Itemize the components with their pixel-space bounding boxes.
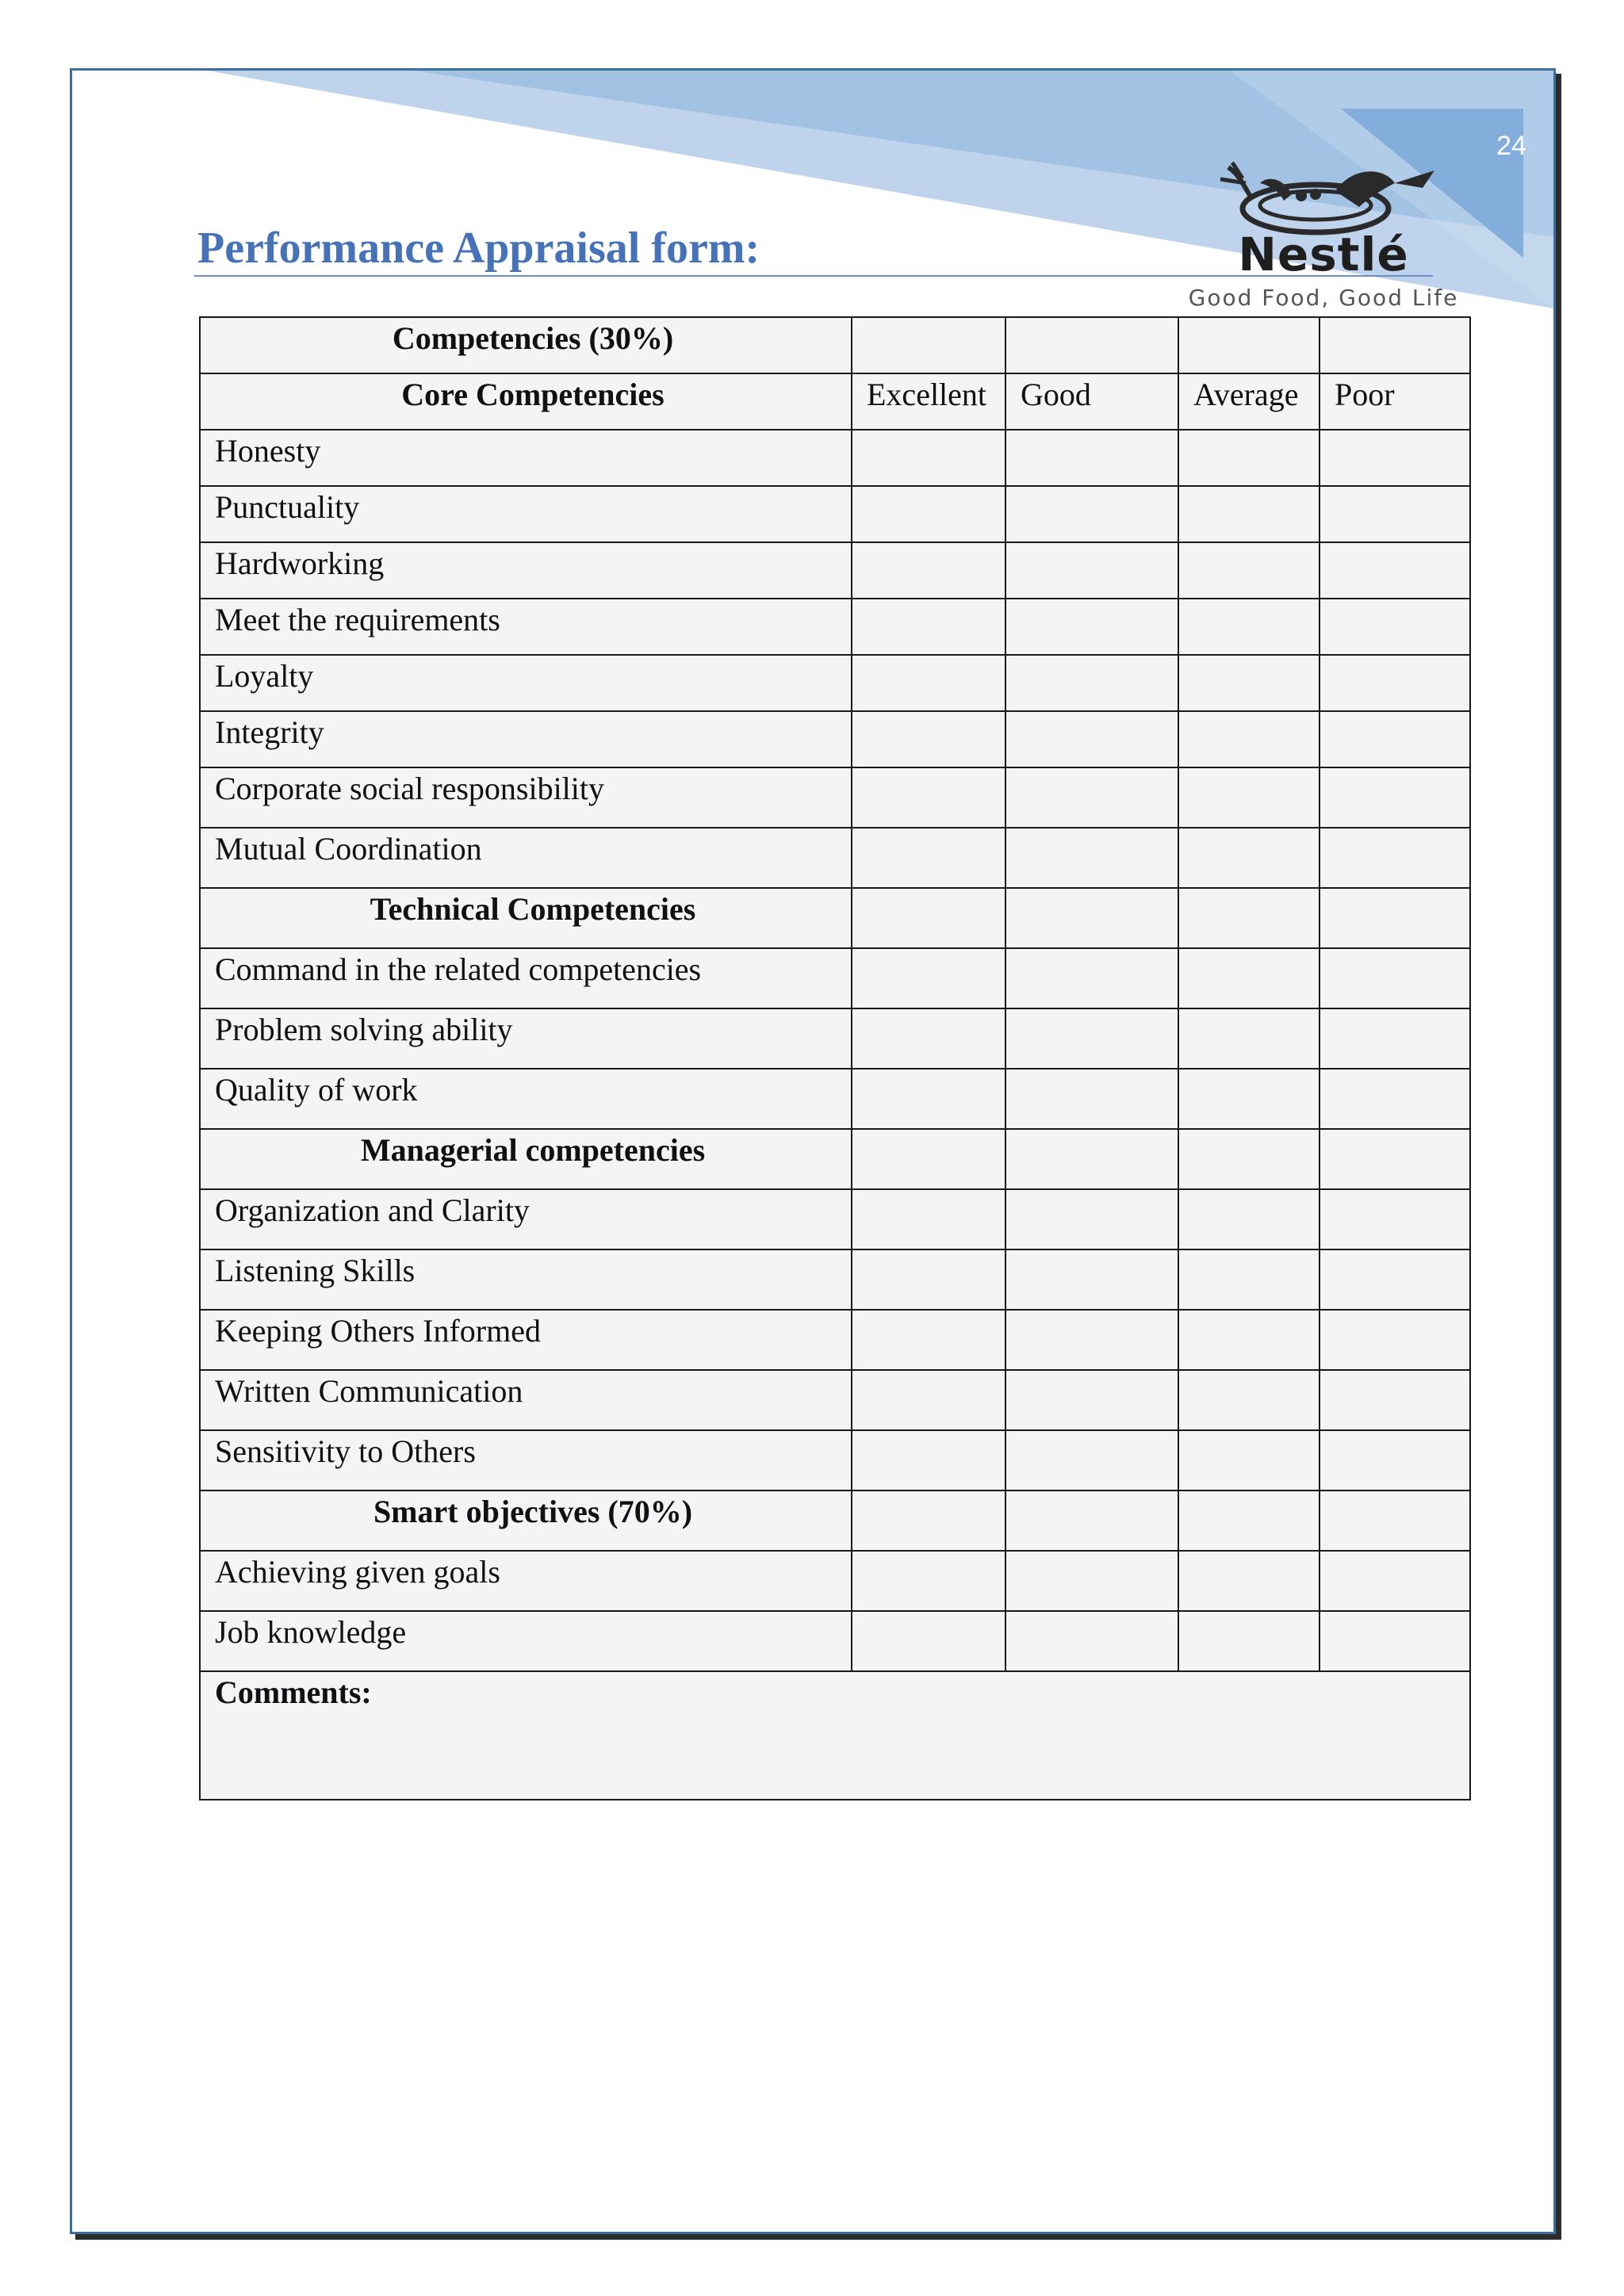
- rating-cell[interactable]: [1005, 1551, 1178, 1611]
- rating-cell[interactable]: [1005, 1189, 1178, 1249]
- rating-cell[interactable]: [1178, 599, 1320, 655]
- item-label: Integrity: [200, 711, 852, 767]
- logo-tagline: Good Food, Good Life: [1188, 285, 1459, 311]
- rating-cell[interactable]: [852, 1370, 1005, 1430]
- section-row-smart-objectives: [200, 1490, 1470, 1551]
- item-label: Written Communication: [200, 1370, 852, 1430]
- rating-cell[interactable]: [1005, 1370, 1178, 1430]
- column-header-excellent: Excellent: [852, 373, 1005, 430]
- table-row: [200, 1611, 1470, 1671]
- rating-cell[interactable]: [852, 1249, 1005, 1310]
- rating-cell[interactable]: [852, 1490, 1005, 1551]
- rating-cell[interactable]: [1320, 1189, 1470, 1249]
- rating-cell[interactable]: [852, 1310, 1005, 1370]
- rating-cell[interactable]: [1320, 1310, 1470, 1370]
- rating-cell[interactable]: [852, 767, 1005, 828]
- rating-cell[interactable]: [1005, 655, 1178, 711]
- rating-cell[interactable]: [1320, 1551, 1470, 1611]
- rating-cell[interactable]: [1320, 1069, 1470, 1129]
- item-label: Command in the related competencies: [200, 948, 852, 1008]
- rating-cell[interactable]: [852, 542, 1005, 599]
- rating-cell[interactable]: [1178, 655, 1320, 711]
- column-header-good: Good: [1005, 373, 1178, 430]
- rating-cell[interactable]: [1005, 948, 1178, 1008]
- item-label: Honesty: [200, 430, 852, 486]
- rating-cell[interactable]: [1320, 711, 1470, 767]
- section-title: Core Competencies: [200, 373, 852, 430]
- item-label: Achieving given goals: [200, 1551, 852, 1611]
- rating-cell[interactable]: [852, 599, 1005, 655]
- table-row: [200, 828, 1470, 888]
- rating-cell[interactable]: [1320, 1129, 1470, 1189]
- rating-cell[interactable]: [852, 828, 1005, 888]
- rating-cell[interactable]: [1178, 828, 1320, 888]
- item-label: Quality of work: [200, 1069, 852, 1129]
- item-label: Sensitivity to Others: [200, 1430, 852, 1490]
- rating-cell[interactable]: [1005, 711, 1178, 767]
- rating-cell[interactable]: [1005, 1129, 1178, 1189]
- rating-cell[interactable]: [852, 317, 1005, 373]
- rating-cell[interactable]: [852, 1129, 1005, 1189]
- item-label: Keeping Others Informed: [200, 1310, 852, 1370]
- rating-cell[interactable]: [1005, 1430, 1178, 1490]
- rating-cell[interactable]: [852, 486, 1005, 542]
- rating-cell[interactable]: [1178, 1611, 1320, 1671]
- rating-cell[interactable]: [1320, 486, 1470, 542]
- table-row: [200, 1189, 1470, 1249]
- table-row: [200, 1430, 1470, 1490]
- rating-cell[interactable]: [1005, 828, 1178, 888]
- item-label: Loyalty: [200, 655, 852, 711]
- rating-cell[interactable]: [852, 711, 1005, 767]
- item-label: Punctuality: [200, 486, 852, 542]
- competencies-heading: Competencies (30%): [200, 317, 852, 373]
- column-header-poor: Poor: [1320, 373, 1470, 430]
- rating-cell[interactable]: [1005, 1069, 1178, 1129]
- table-row: [200, 1008, 1470, 1069]
- rating-cell[interactable]: [1320, 1611, 1470, 1671]
- rating-cell[interactable]: [1178, 1129, 1320, 1189]
- rating-cell[interactable]: [1320, 1370, 1470, 1430]
- rating-cell[interactable]: [1320, 430, 1470, 486]
- rating-cell[interactable]: [1178, 1430, 1320, 1490]
- rating-cell[interactable]: [852, 1189, 1005, 1249]
- table-row: [200, 1069, 1470, 1129]
- rating-cell[interactable]: [1320, 1249, 1470, 1310]
- item-label: Meet the requirements: [200, 599, 852, 655]
- rating-cell[interactable]: [1178, 711, 1320, 767]
- table-row: [200, 1310, 1470, 1370]
- rating-cell[interactable]: [1178, 1249, 1320, 1310]
- rating-cell[interactable]: [852, 1611, 1005, 1671]
- appraisal-table: [199, 316, 1471, 1800]
- item-label: Mutual Coordination: [200, 828, 852, 888]
- table-heading-row: [200, 317, 1470, 373]
- rating-cell[interactable]: [1005, 1490, 1178, 1551]
- rating-cell[interactable]: [852, 1430, 1005, 1490]
- section-title: Smart objectives (70%): [200, 1490, 852, 1551]
- rating-cell[interactable]: [852, 948, 1005, 1008]
- rating-cell[interactable]: [852, 1069, 1005, 1129]
- rating-cell[interactable]: [1320, 317, 1470, 373]
- table-row: [200, 948, 1470, 1008]
- rating-cell[interactable]: [1178, 888, 1320, 948]
- rating-cell[interactable]: [852, 430, 1005, 486]
- rating-cell[interactable]: [1320, 1490, 1470, 1551]
- page-title: Performance Appraisal form:: [197, 224, 760, 273]
- rating-cell[interactable]: [1178, 1008, 1320, 1069]
- nest-with-birds-icon: [1197, 159, 1442, 239]
- item-label: Corporate social responsibility: [200, 767, 852, 828]
- rating-cell[interactable]: [1320, 1008, 1470, 1069]
- rating-cell[interactable]: [1005, 430, 1178, 486]
- table-row: [200, 542, 1470, 599]
- rating-cell[interactable]: [1178, 317, 1320, 373]
- rating-cell[interactable]: [1320, 542, 1470, 599]
- title-underline: [194, 275, 1433, 277]
- rating-cell[interactable]: [1320, 655, 1470, 711]
- rating-cell[interactable]: [1005, 1249, 1178, 1310]
- table-row: [200, 486, 1470, 542]
- section-title: Technical Competencies: [200, 888, 852, 948]
- table-row: [200, 1249, 1470, 1310]
- item-label: Problem solving ability: [200, 1008, 852, 1069]
- rating-cell[interactable]: [1005, 599, 1178, 655]
- rating-cell[interactable]: [1005, 1611, 1178, 1671]
- rating-cell[interactable]: [852, 888, 1005, 948]
- rating-cell[interactable]: [1005, 317, 1178, 373]
- rating-cell[interactable]: [1005, 1310, 1178, 1370]
- rating-cell[interactable]: [1320, 1430, 1470, 1490]
- rating-cell[interactable]: [1178, 1189, 1320, 1249]
- table-row: [200, 767, 1470, 828]
- rating-cell[interactable]: [1178, 1551, 1320, 1611]
- rating-cell[interactable]: [1320, 948, 1470, 1008]
- item-label: Organization and Clarity: [200, 1189, 852, 1249]
- section-row-managerial: [200, 1129, 1470, 1189]
- rating-cell[interactable]: [1320, 828, 1470, 888]
- comments-field[interactable]: Comments:: [200, 1671, 1470, 1800]
- rating-cell[interactable]: [1178, 1310, 1320, 1370]
- rating-cell[interactable]: [1178, 1069, 1320, 1129]
- section-row-technical: [200, 888, 1470, 948]
- table-row: [200, 711, 1470, 767]
- table-row: [200, 655, 1470, 711]
- rating-cell[interactable]: [1178, 1490, 1320, 1551]
- rating-cell[interactable]: [1005, 1008, 1178, 1069]
- column-header-average: Average: [1178, 373, 1320, 430]
- rating-cell[interactable]: [1178, 767, 1320, 828]
- rating-cell[interactable]: [1005, 542, 1178, 599]
- section-row-core: [200, 373, 1470, 430]
- rating-cell[interactable]: [1320, 767, 1470, 828]
- rating-cell[interactable]: [1178, 486, 1320, 542]
- rating-cell[interactable]: [1178, 430, 1320, 486]
- rating-cell[interactable]: [1320, 888, 1470, 948]
- item-label: Listening Skills: [200, 1249, 852, 1310]
- rating-cell[interactable]: [852, 1551, 1005, 1611]
- section-title: Managerial competencies: [200, 1129, 852, 1189]
- rating-cell[interactable]: [1005, 486, 1178, 542]
- rating-cell[interactable]: [1320, 599, 1470, 655]
- item-label: Hardworking: [200, 542, 852, 599]
- nestle-logo: [1117, 159, 1530, 311]
- table-row: [200, 1551, 1470, 1611]
- page-frame: [70, 68, 1556, 2234]
- rating-cell[interactable]: [852, 1008, 1005, 1069]
- page-number: 24: [1496, 131, 1526, 161]
- rating-cell[interactable]: [1178, 948, 1320, 1008]
- logo-wordmark: Nestlé: [1238, 228, 1409, 281]
- rating-cell[interactable]: [1005, 767, 1178, 828]
- table-row: [200, 430, 1470, 486]
- rating-cell[interactable]: [1005, 888, 1178, 948]
- rating-cell[interactable]: [1178, 542, 1320, 599]
- table-row: [200, 1370, 1470, 1430]
- item-label: Job knowledge: [200, 1611, 852, 1671]
- table-row: [200, 599, 1470, 655]
- rating-cell[interactable]: [852, 655, 1005, 711]
- comments-row: [200, 1671, 1470, 1800]
- rating-cell[interactable]: [1178, 1370, 1320, 1430]
